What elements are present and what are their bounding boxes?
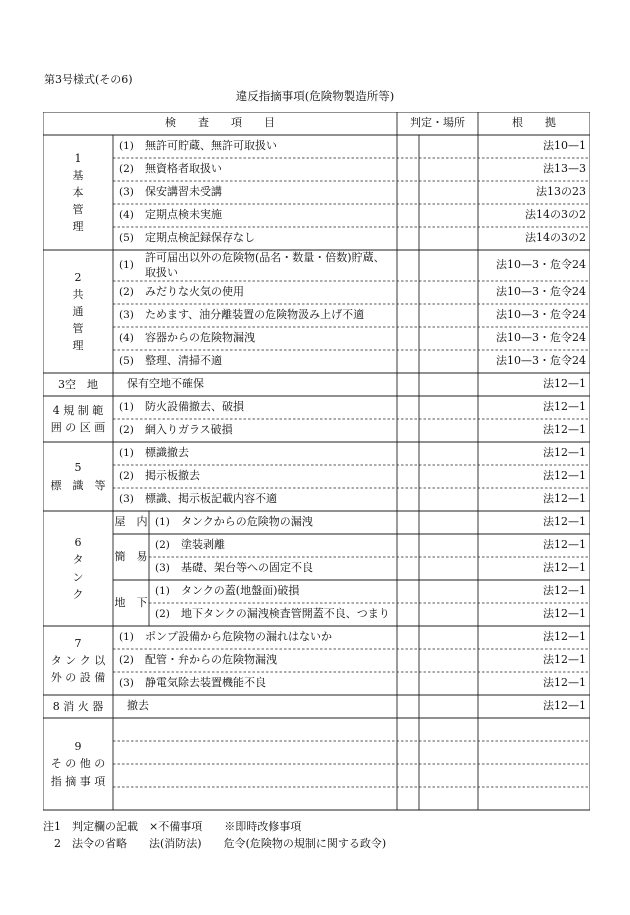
section-label: 6 タ ン ク [72,536,84,601]
section-label: 8 消 火 器 [52,699,104,713]
item-basis [478,764,586,787]
tank-sub-label: 屋 内 [114,515,148,529]
item-basis: 法10—3・危令24 [496,285,586,299]
item-number: (2) [119,163,134,176]
item-number: (1) [155,516,170,529]
item-text: 無許可貯蔵、無許可取扱い [145,139,277,153]
note-1: 注1 判定欄の記載 ×不備事項 ※即時改修事項 [43,820,302,833]
item-basis: 法12—1 [543,446,586,460]
item-number: (2) [119,470,134,483]
tank-sub-label: 地 下 [114,595,148,609]
item-basis: 法12—1 [543,561,586,575]
document-title: 違反指摘事項(危険物製造所等) [235,89,395,103]
item-basis: 法12—1 [543,607,586,621]
item-text: 標識、掲示板記載内容不適 [145,492,277,506]
item-number: (5) [119,355,134,368]
section-label: 9 そ の 他 の 指 摘 事 項 [50,740,106,788]
item-basis: 法12—1 [543,653,586,667]
item-number: (2) [155,539,170,552]
item-text: ためます、油分離装置の危険物汲み上げ不適 [145,308,365,322]
item-basis [478,718,586,741]
item-basis: 法14の3の2 [525,208,586,222]
item-basis: 法13—3 [543,162,586,176]
item-text: 保安講習未受講 [145,185,222,199]
item-number: (1) [119,140,134,153]
item-basis: 法14の3の2 [525,231,586,245]
header-basis: 根 拠 [512,116,556,130]
item-text: 定期点検未実施 [145,208,222,222]
item-basis: 法10—3・危令24 [496,354,586,368]
item-basis: 法10—1 [543,139,586,153]
item-text: 掲示板撤去 [145,469,200,483]
item-number: (3) [155,562,170,575]
item-number: (3) [119,309,134,322]
item-basis: 法12—1 [543,699,586,713]
item-text: 防火設備撤去、破損 [145,400,244,414]
section-label: 3空 地 [58,377,98,391]
item-number: (2) [155,608,170,621]
item-text: 網入りガラス破損 [145,423,233,437]
item-basis: 法10—3・危令24 [496,331,586,345]
item-text: 撤去 [127,699,149,713]
item-text [127,718,395,741]
item-number: (2) [119,654,134,667]
item-basis: 法12—1 [543,469,586,483]
item-basis: 法12—1 [543,538,586,552]
item-number: (1) [155,585,170,598]
item-number: (1) [119,401,134,414]
item-text: 容器からの危険物漏洩 [145,331,255,345]
item-basis: 法12—1 [543,515,586,529]
item-text: ポンプ設備から危険物の漏れはないか [145,630,332,644]
item-text: 静電気除去装置機能不良 [145,676,266,690]
section-label: 2 共 通 管 理 [72,270,84,353]
item-number: (4) [119,209,134,222]
item-text: みだりな火気の使用 [145,285,244,299]
item-number: (4) [119,332,134,345]
form-id: 第3号様式(その6) [44,73,133,86]
item-text: 無資格者取扱い [145,162,222,176]
item-basis: 法12—1 [543,377,586,391]
note-2: 2 法令の省略 法(消防法) 危令(危険物の規制に関する政令) [43,837,387,850]
item-text: 塗装剥離 [181,538,225,552]
item-number: (2) [119,424,134,437]
section-label: 4 規 制 範 囲 の 区 画 [50,403,106,434]
item-basis: 法12—1 [543,423,586,437]
item-text: 地下タンクの漏洩検査管開蓋不良、つまり [181,607,390,621]
section-label: 7 タ ン ク 以 外 の 設 備 [50,636,106,685]
item-text [127,787,395,810]
section-label: 1 基 本 管 理 [72,151,84,234]
item-basis: 法12—1 [543,400,586,414]
item-number: (1) [119,631,134,644]
item-number: (3) [119,493,134,506]
item-basis: 法12—1 [543,584,586,598]
item-text [127,741,395,764]
item-number: (3) [119,186,134,199]
section-label: 5 標 識 等 [50,461,106,492]
item-basis: 法10—3・危令24 [496,308,586,322]
item-number: (5) [119,232,134,245]
item-number: (2) [119,286,134,299]
item-text: 配管・弁からの危険物漏洩 [145,653,277,667]
item-text: タンクからの危険物の漏洩 [181,515,313,529]
item-basis [478,741,586,764]
tank-sub-label: 簡 易 [114,549,148,563]
item-basis: 法12—1 [543,630,586,644]
item-text: 基礎、架台等への固定不良 [181,561,313,575]
header-item: 検 査 項 目 [165,116,275,130]
item-basis: 法12—1 [543,676,586,690]
item-basis: 法13の23 [536,185,586,199]
item-number: (1) [119,447,134,460]
item-text: 整理、清掃不適 [145,354,222,368]
item-basis: 法12—1 [543,492,586,506]
item-text [127,764,395,787]
inspection-table [43,112,590,813]
item-text: 保有空地不確保 [127,377,204,391]
item-text: 定期点検記録保存なし [145,231,255,245]
item-number: (1) [119,259,134,272]
item-number: (3) [119,677,134,690]
item-basis [478,787,586,810]
item-text: 標識撤去 [145,446,189,460]
item-text: 許可届出以外の危険物(品名・数量・倍数)貯蔵、 取扱い [145,251,385,279]
item-basis: 法10—3・危令24 [496,258,586,272]
item-text: タンクの蓋(地盤面)破損 [181,584,300,598]
header-judgement: 判定・場所 [410,116,465,130]
